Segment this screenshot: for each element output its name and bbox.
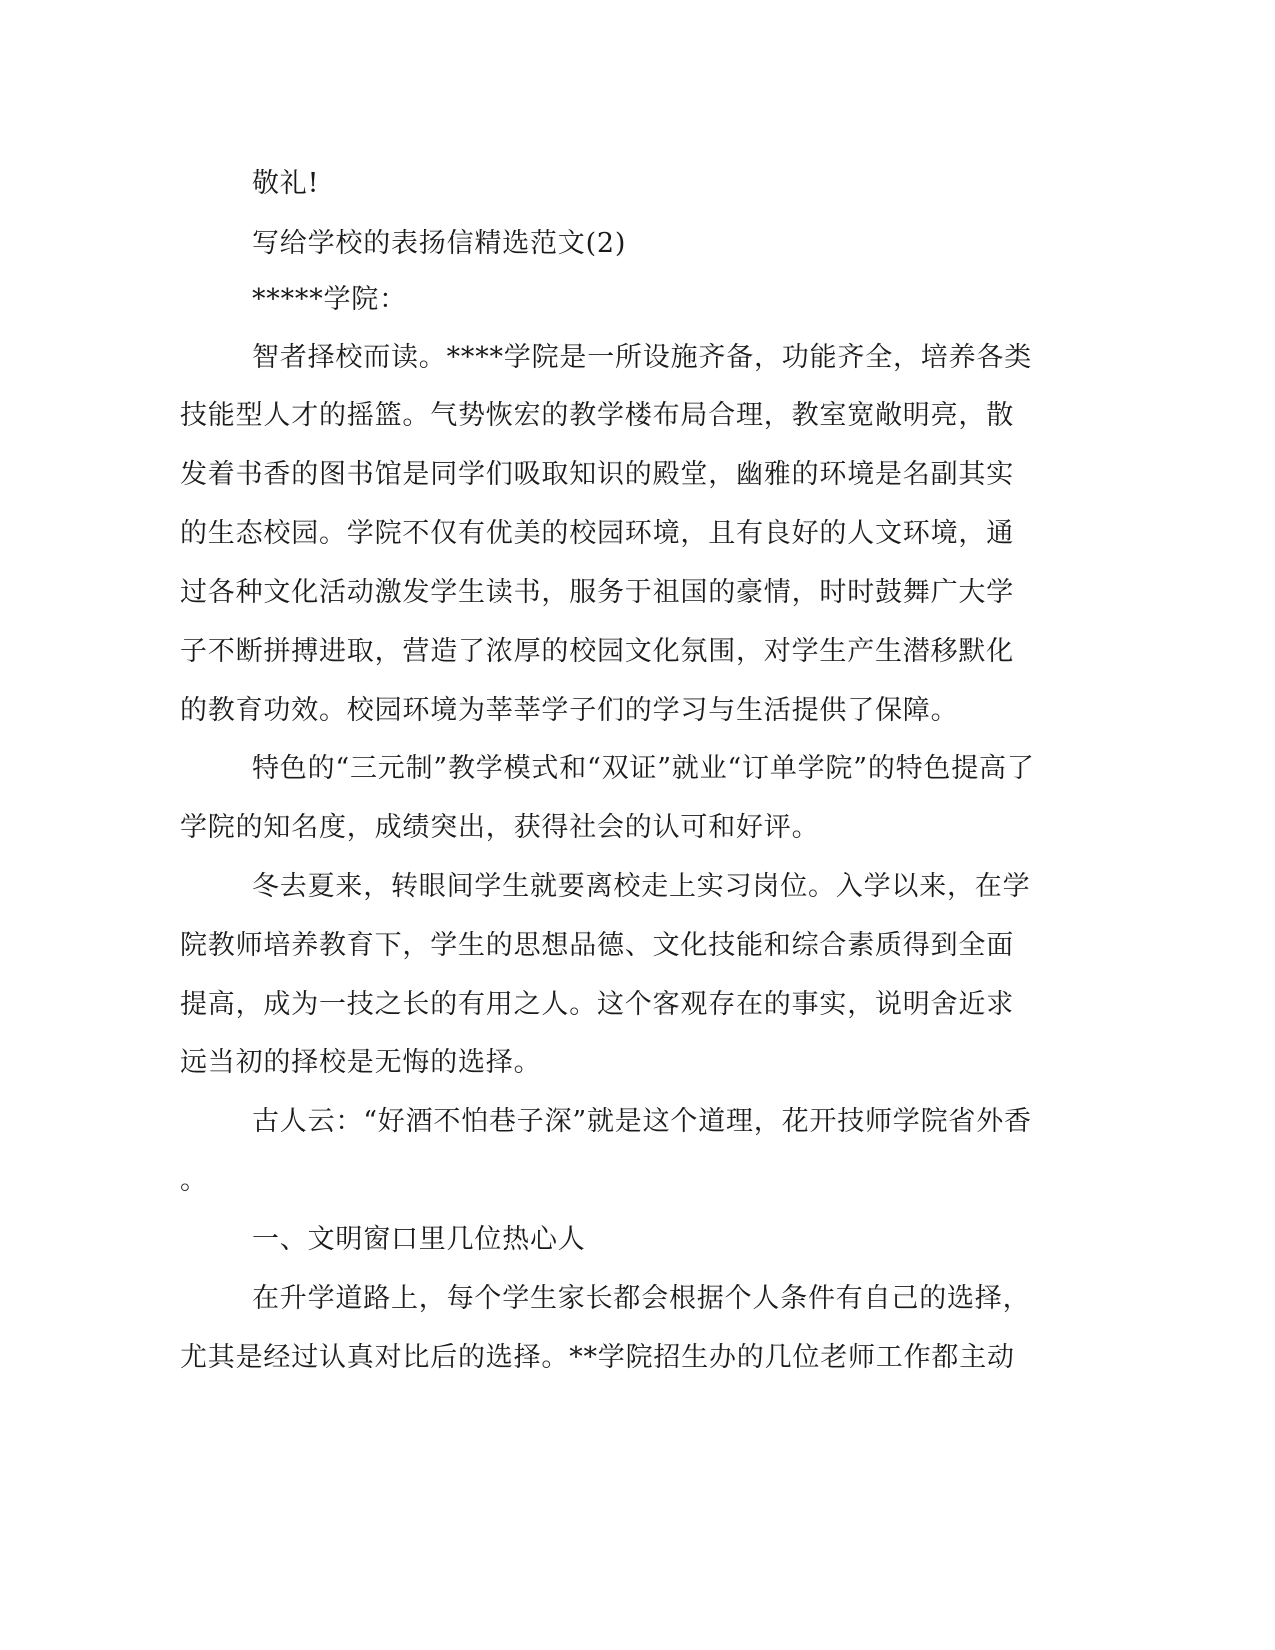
paragraph-line: 尤其是经过认真对比后的选择。**学院招生办的几位老师工作都主动 — [180, 1342, 1015, 1373]
section-heading: 一、文明窗口里几位热心人 — [252, 1224, 586, 1255]
paragraph-line: 的生态校园。学院不仅有优美的校园环境，且有良好的人文环境，通 — [180, 518, 1014, 549]
letter-recipient: *****学院： — [252, 284, 407, 315]
paragraph-line: 。 — [180, 1165, 208, 1196]
letter-title: 写给学校的表扬信精选范文(2) — [252, 228, 627, 259]
paragraph-line: 古人云：“好酒不怕巷子深”就是这个道理，花开技师学院省外香 — [252, 1106, 1032, 1137]
paragraph-line: 在升学道路上，每个学生家长都会根据个人条件有自己的选择， — [252, 1283, 1031, 1314]
paragraph-line: 技能型人才的摇篮。气势恢宏的教学楼布局合理，教室宽敞明亮，散 — [180, 400, 1014, 431]
paragraph-line: 过各种文化活动激发学生读书，服务于祖国的豪情，时时鼓舞广大学 — [180, 577, 1014, 608]
paragraph-line: 特色的“三元制”教学模式和“双证”就业“订单学院”的特色提高了 — [252, 753, 1035, 784]
paragraph-line: 的教育功效。校园环境为莘莘学子们的学习与生活提供了保障。 — [180, 695, 959, 726]
paragraph-line: 发着书香的图书馆是同学们吸取知识的殿堂，幽雅的环境是名副其实 — [180, 459, 1014, 490]
paragraph-line: 远当初的择校是无悔的选择。 — [180, 1047, 542, 1078]
paragraph-line: 子不断拼搏进取，营造了浓厚的校园文化氛围，对学生产生潜移默化 — [180, 636, 1014, 667]
paragraph-line: 提高，成为一技之长的有用之人。这个客观存在的事实，说明舍近求 — [180, 989, 1014, 1020]
paragraph-line: 院教师培养教育下，学生的思想品德、文化技能和综合素质得到全面 — [180, 930, 1014, 961]
paragraph-line: 学院的知名度，成绩突出，获得社会的认可和好评。 — [180, 812, 820, 843]
paragraph-line: 智者择校而读。****学院是一所设施齐备，功能齐全，培养各类 — [252, 342, 1032, 373]
closing-salutation: 敬礼! — [252, 168, 320, 199]
paragraph-line: 冬去夏来，转眼间学生就要离校走上实习岗位。入学以来，在学 — [252, 871, 1031, 902]
